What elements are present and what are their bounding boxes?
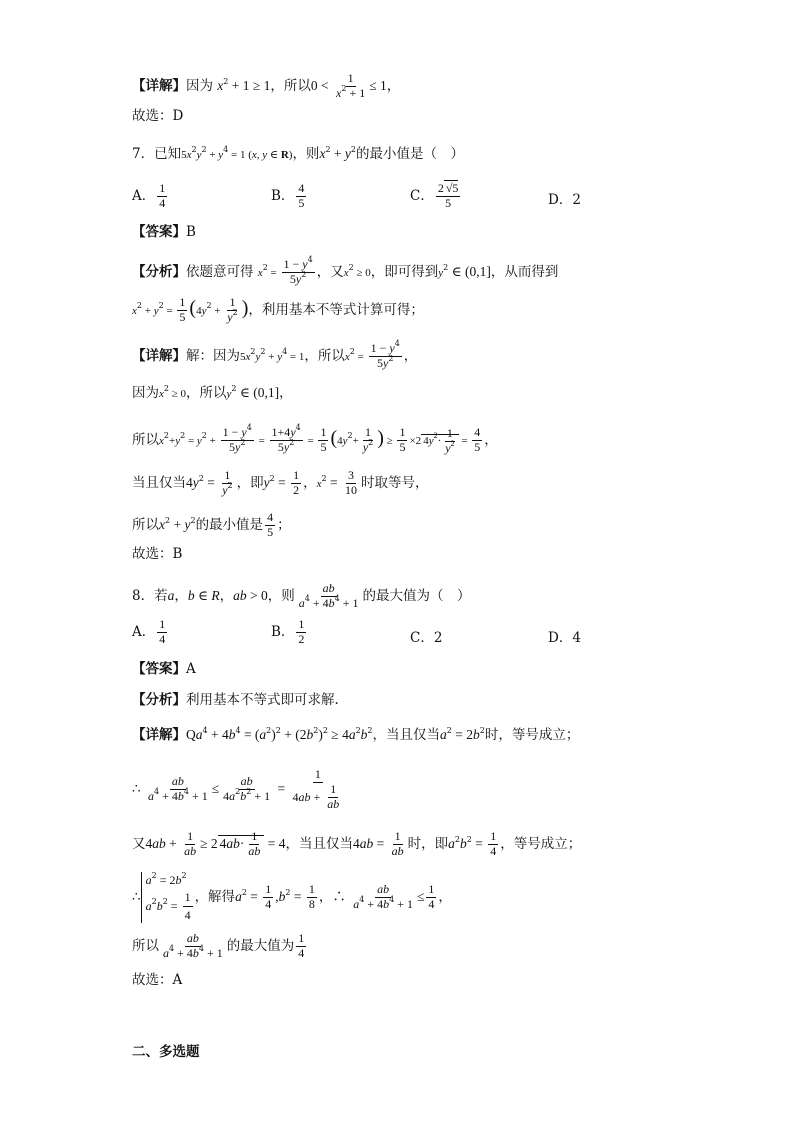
q7-stem: 7．已知$5x^2y^2 + y^4 = 1$ (x, y ∈ R)，则$x^2 + y^2$的最小值是（ ） [132, 145, 464, 162]
q7-line-compute: 所以$x^2+y^2 = y^2$ + $\frac{1 - y^4}{5y^2}$ = $\frac{1+4y^4}{5y^2}$ = $\frac{1}{5}$ ($4y^2+$ $\frac{1}{y^2}$ ) ≥ $\frac{1}{5}$ ×2 $4y^2\cdot$ $\frac{1}{y^2}$ = $\frac{4}{5}$ ， [132, 423, 498, 455]
choose-line-prev: 故选：D [132, 108, 184, 124]
q8-stem: 8．若a，b ∈ R，ab > 0，则 $\frac{ab}{a^4 + 4b^4 + 1}$ 的最大值为（ ） [132, 581, 471, 610]
q7-answer: 【答案】B [132, 224, 196, 240]
q7-option-c: C． $\frac{2 √5}{5}$ [410, 181, 459, 210]
q7-option-d: D．2 [548, 192, 581, 208]
q8-ineq: ∴ $\frac{ab}{a^4 + 4b^4 + 1}$ ≤ $\frac{ab}{4a^2b^2 + 1}$ = 1 4ab + $\frac{1}{ab}$ [132, 767, 340, 811]
detail-line-prev: 【详解】因为 $x^2 + 1 \ge 1$，所以0 < $\frac{1}{x^2 + 1}$ ≤ 1， [132, 71, 401, 100]
q8-answer: 【答案】A [132, 661, 196, 677]
q8-option-c: C．2 [410, 630, 443, 646]
q7-detail: 【详解】解：因为$5x^2y^2 + y^4 = 1$，所以$x^2$ = $\frac{1 - y^4}{5y^2}$ ， [132, 339, 418, 370]
q8-choose: 故选：A [132, 972, 183, 988]
q8-max: 所以 $\frac{ab}{a^4 + 4b^4 + 1}$ 的最大值为 $\frac{1}{4}$ [132, 931, 305, 960]
q8-system: ∴ $a^2 = 2b^2$ $a^2b^2$ = $\frac{1}{4}$ ，解得$a^2$ = $\frac{1}{4}$ $,b^2$ = $\frac{1}{8}$ ，∴ $\frac{ab}{a^4 + 4b^4 + 1}$ ≤ $\frac{1}{4}$ ， [132, 871, 452, 922]
fraction: $\frac{1}{x^2 + 1}$ [336, 71, 366, 100]
q7-line-equality: 当且仅当$4y^2$ = $\frac{1}{y^2}$ ，即$y^2$ = $\frac{1}{2}$ ，$x^2$ = $\frac{3}{10}$ 时取等号， [132, 468, 429, 497]
q8-also: 又4ab + $\frac{1}{ab}$ ≥ 2 4ab· $\frac{1}{ab}$ = 4，当且仅当4ab = $\frac{1}{ab}$ 时，即$a^2b^2$ = $\frac{1}{4}$ ，等号成立； [132, 829, 582, 859]
q8-option-d: D．4 [548, 630, 581, 646]
q7-option-b: B． $\frac{4}{5}$ [271, 181, 305, 210]
q7-option-a: A． $\frac{1}{4}$ [132, 181, 166, 210]
q8-option-a: A． $\frac{1}{4}$ [132, 617, 166, 646]
q7-analysis-2: $x^2 + y^2$ = $\frac{1}{5}$ ($4y^2$ + $\frac{1}{y^2}$ )，利用基本不等式计算可得； [132, 295, 424, 324]
q8-analysis: 【分析】利用基本不等式即可求解. [132, 692, 339, 708]
q7-analysis: 【分析】依题意可得 $x^2$ = $\frac{1 - y^4}{5y^2}$ ，又$x^2 \ge 0$，即可得到$y^2$ ∈ (0,1]，从而得到 [132, 255, 559, 286]
q7-line-range: 因为$x^2 \ge 0$，所以$y^2$ ∈ (0,1]， [132, 384, 293, 401]
q7-choose: 故选：B [132, 546, 183, 562]
detail-tag: 【详解】 [132, 77, 186, 94]
q7-line-min: 所以$x^2 + y^2$的最小值是 $\frac{4}{5}$ ； [132, 510, 291, 539]
q8-option-b: B． $\frac{1}{2}$ [271, 617, 305, 646]
q8-detail: 【详解】$Qa^4 + 4b^4 = (a^2)^2 + (2b^2)^2 \ge 4a^2b^2$，当且仅当$a^2 = 2b^2$时，等号成立； [132, 726, 580, 743]
section-heading: 二、多选题 [132, 1044, 200, 1060]
